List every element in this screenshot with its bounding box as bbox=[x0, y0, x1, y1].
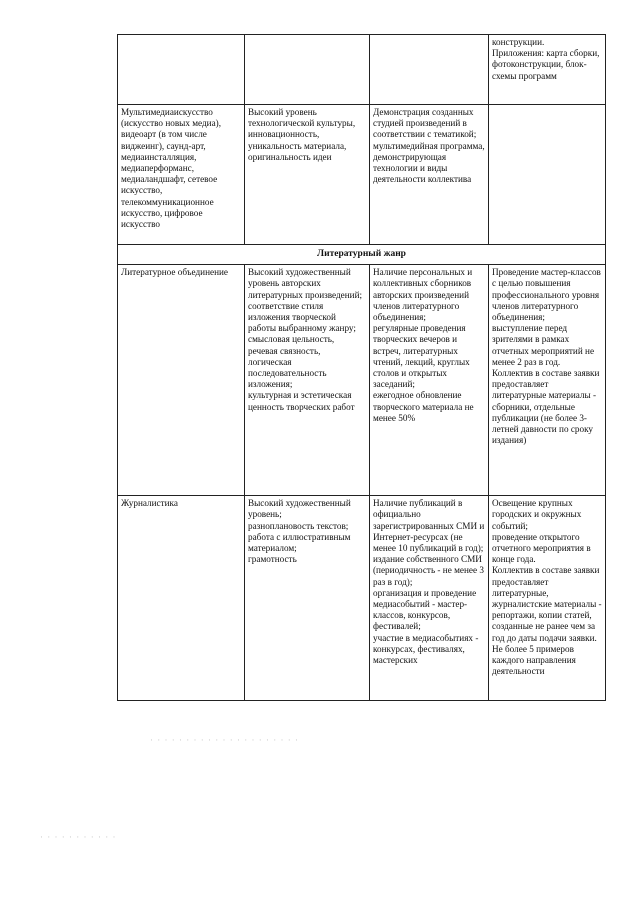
table-cell bbox=[245, 35, 370, 105]
genre-name-cell: Журналистика bbox=[118, 496, 245, 701]
table-row bbox=[118, 265, 606, 496]
genre-header-row bbox=[118, 245, 606, 265]
criteria-table bbox=[117, 34, 606, 701]
table-cell: конструкции. Приложения: карта сборки, фотоконструкции, блок-схемы программ bbox=[489, 35, 606, 105]
table-row bbox=[118, 105, 606, 245]
additional-cell: Освещение крупных городских и окружных событий; проведение открытого отчетного мероприятия в конце года. Коллектив в составе заявки предоставляет литературные, журналистские материалы - репортажи, копии статей, созданные не ранее чем за год до даты подачи заявки. Не более 5 примеров каждого направления деятельности bbox=[489, 496, 606, 701]
requirements-cell: Наличие публикаций в официально зарегистрированных СМИ и Интернет-ресурсах (не менее 10 публикаций в год); издание собственного СМИ (периодичность - не менее 3 раз в год); организация и проведение медиасобытий - мастер-классов, конкурсов, фестивалей; участие в медиасобытиях - конкурсах, фестивалях, мастерских bbox=[370, 496, 489, 701]
additional-cell bbox=[489, 105, 606, 245]
additional-cell: Проведение мастер-классов с целью повышения профессионального уровня членов литературного объединения; выступление перед зрителями в рамках отчетных мероприятий не менее 2 раз в год. Коллектив в составе заявки предоставляет литературные материалы - сборники, отдельные публикации (не более 3-летней давности по сроку издания) bbox=[489, 265, 606, 496]
requirements-cell: Наличие персональных и коллективных сборников авторских произведений членов литературного объединения; регулярные проведения творческих вечеров и встреч, литературных чтений, лекций, круглых столов и открытых заседаний; ежегодное обновление творческого материала не менее 50% bbox=[370, 265, 489, 496]
table-cell bbox=[370, 35, 489, 105]
genre-name-cell: Мультимедиаискусство (искусство новых медиа), видеоарт (в том числе виджеинг), саунд-арт, медиаинсталляция, медиаперформанс, медиаландшафт, сетевое искусство, телекоммуникационное искусство, цифровое искусство bbox=[118, 105, 245, 245]
requirements-cell: Демонстрация созданных студией произведений в соответствии с тематикой; мультимедийная программа, демонстрирующая технологии и виды деятельности коллектива bbox=[370, 105, 489, 245]
table-cell bbox=[118, 35, 245, 105]
scan-noise: · · · · · · · · · · · · · · · · · · · · · bbox=[150, 735, 299, 745]
criteria-cell: Высокий уровень технологической культуры, инновационность, уникальность материала, оригинальность идеи bbox=[245, 105, 370, 245]
table-row bbox=[118, 35, 606, 105]
scan-noise: · · · · · · · · · · · bbox=[40, 832, 117, 842]
table-row bbox=[118, 496, 606, 701]
genre-header: Литературный жанр bbox=[118, 245, 606, 265]
criteria-cell: Высокий художественный уровень авторских литературных произведений; соответствие стиля изложения творческой работы выбранному жанру; смысловая цельность, речевая связность, логическая последовательность изложения; культурная и эстетическая ценность творческих работ bbox=[245, 265, 370, 496]
genre-name-cell: Литературное объединение bbox=[118, 265, 245, 496]
criteria-cell: Высокий художественный уровень; разноплановость текстов; работа с иллюстративным материалом; грамотность bbox=[245, 496, 370, 701]
